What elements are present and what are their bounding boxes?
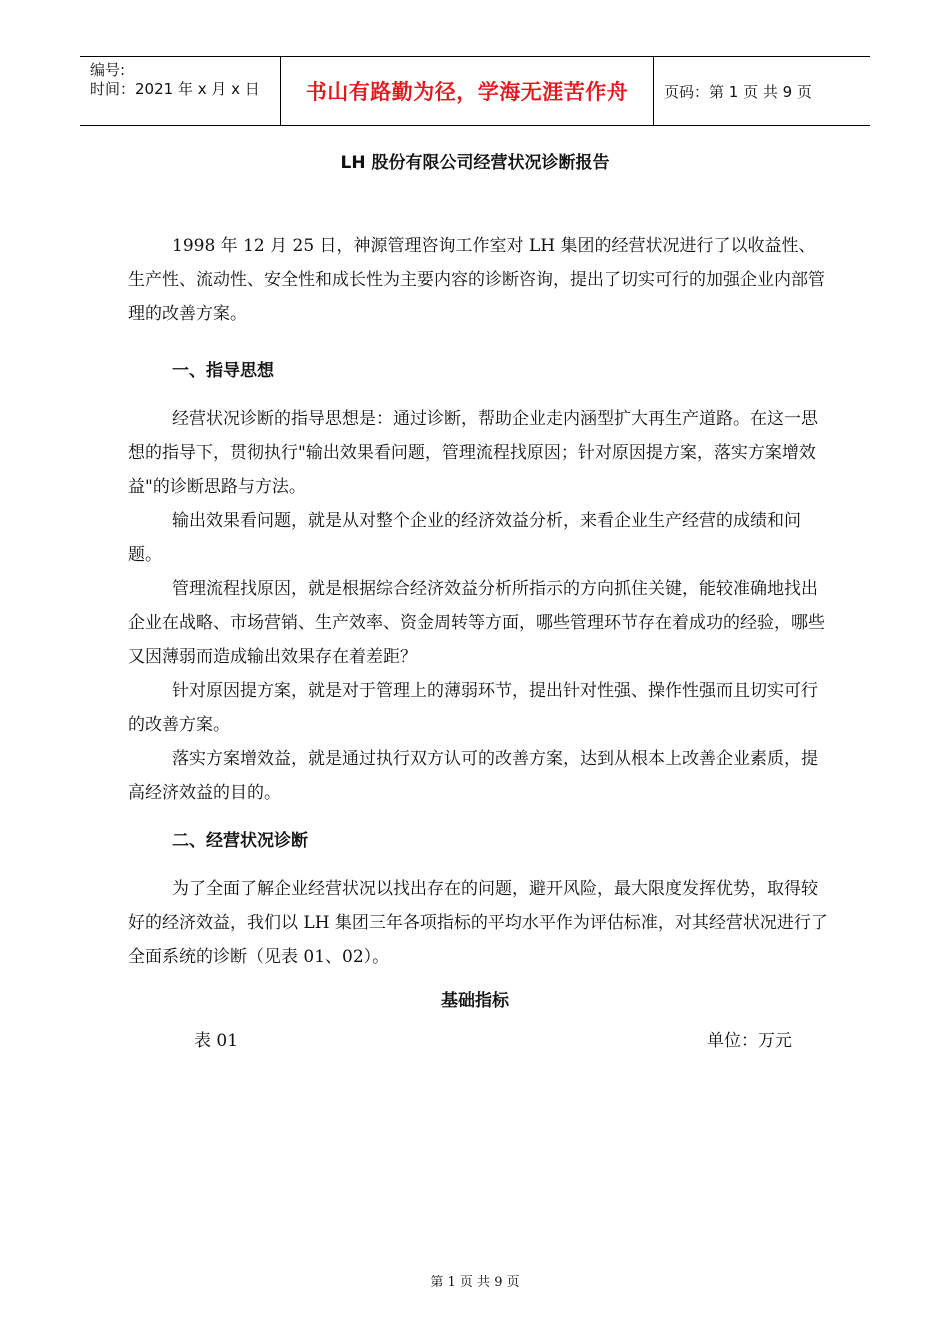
section1-paragraph-4: 针对原因提方案，就是对于管理上的薄弱环节，提出针对性强、操作性强而且切实可行的改善方案。 — [128, 681, 818, 735]
section2-heading: 二、经营状况诊断 — [172, 831, 308, 851]
section1-paragraph-2: 输出效果看问题，就是从对整个企业的经济效益分析，来看企业生产经营的成绩和问题。 — [128, 511, 801, 565]
header-meta — [80, 57, 281, 125]
document-date: 时间：2021 年 x 月 x 日 — [90, 80, 260, 98]
header-page-info: 页码：第 1 页 共 9 页 — [664, 82, 812, 101]
section2-paragraph: 为了全面了解企业经营状况以找出存在的问题，避开风险，最大限度发挥优势，取得较好的经济效益，我们以 LH 集团三年各项指标的平均水平作为评估标准，对其经营状况进行了全面系统的诊断（见表 01、02）。 — [128, 879, 828, 967]
section1-heading: 一、指导思想 — [172, 361, 274, 381]
document-title: LH 股份有限公司经营状况诊断报告 — [340, 153, 610, 173]
document-number-label: 编号: — [90, 61, 126, 79]
section1-paragraph-1: 经营状况诊断的指导思想是：通过诊断，帮助企业走内涵型扩大再生产道路。在这一思想的指导下，贯彻执行"输出效果看问题，管理流程找原因；针对原因提方案，落实方案增效益"的诊断思路与方法。 — [128, 409, 818, 497]
table-number: 表 01 — [194, 1031, 239, 1051]
page-footer: 第 1 页 共 9 页 — [430, 1275, 520, 1290]
header-motto: 书山有路勤为径，学海无涯苦作舟 — [281, 57, 654, 125]
intro-paragraph: 1998 年 12 月 25 日，神源管理咨询工作室对 LH 集团的经营状况进行了以收益性、生产性、流动性、安全性和成长性为主要内容的诊断咨询，提出了切实可行的加强企业内部管理的改善方案。 — [128, 236, 825, 324]
section1-paragraph-5: 落实方案增效益，就是通过执行双方认可的改善方案，达到从根本上改善企业素质，提高经济效益的目的。 — [128, 749, 818, 803]
section1-paragraph-3: 管理流程找原因，就是根据综合经济效益分析所指示的方向抓住关键，能较准确地找出企业在战略、市场营销、生产效率、资金周转等方面，哪些管理环节存在着成功的经验，哪些又因薄弱而造成输出效果存在着差距？ — [128, 579, 825, 667]
document-header — [80, 56, 870, 126]
table-unit: 单位：万元 — [707, 1031, 792, 1051]
table-caption: 基础指标 — [441, 991, 509, 1011]
